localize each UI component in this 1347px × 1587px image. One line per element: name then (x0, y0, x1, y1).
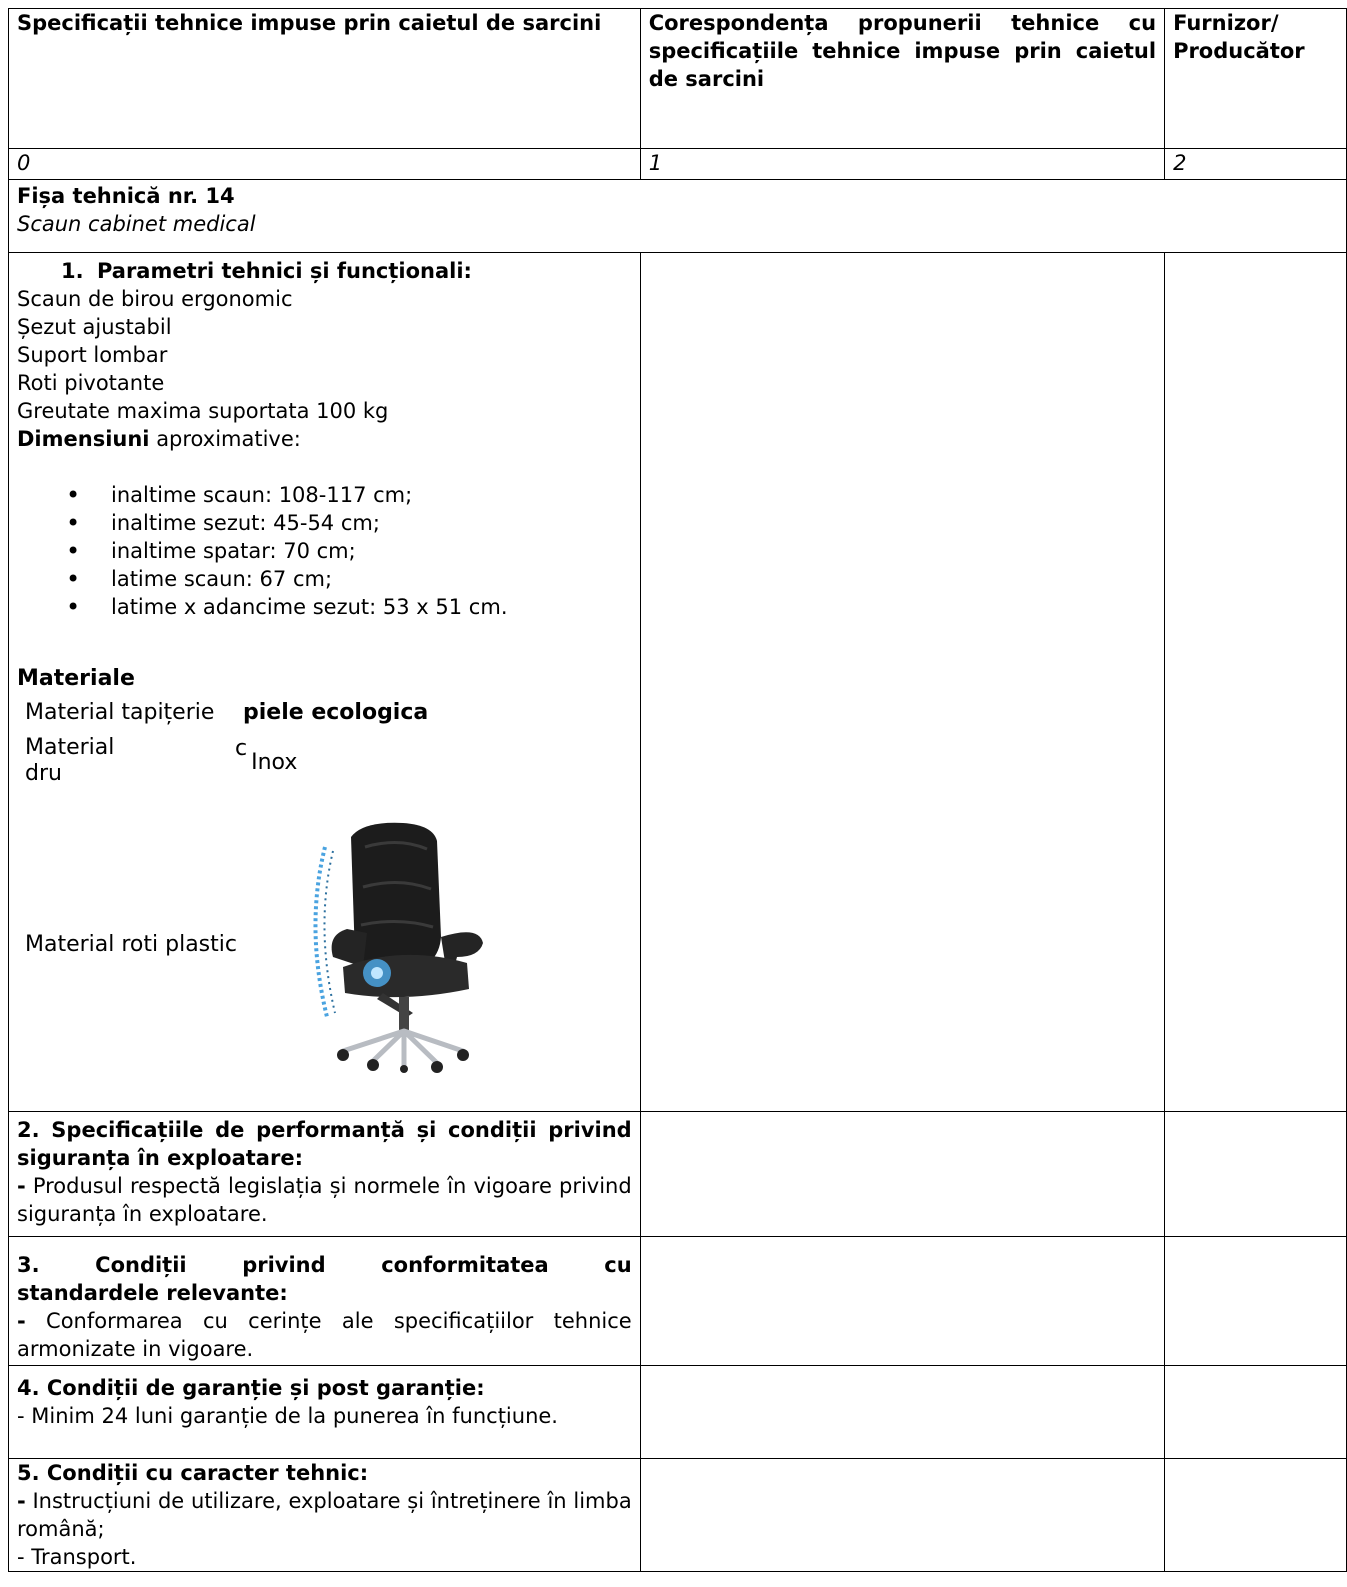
spec-table (8, 8, 1347, 1572)
section3-supplier (1165, 1237, 1347, 1366)
section4-supplier (1165, 1366, 1347, 1459)
sheet-row (9, 180, 1347, 253)
list-item: • inaltime sezut: 45-54 cm; (111, 509, 632, 537)
header-correspondence-cell (640, 9, 1164, 149)
section3-heading-w4: cu (604, 1253, 632, 1277)
material-upholstery (17, 699, 632, 735)
section4-correspondence (640, 1366, 1164, 1459)
index-row (9, 149, 1347, 180)
material-wheels-label: Material roti plastic (25, 932, 237, 957)
section1-heading-text: Parametri tehnici și funcționali: (96, 259, 472, 283)
section5-row (9, 1459, 1347, 1572)
material-upholstery-value: piele ecologica (243, 700, 429, 725)
header-spec: Specificații tehnice impuse prin caietul de sarcini (17, 11, 602, 35)
section3-cell (9, 1237, 641, 1366)
section1-cell (9, 253, 641, 1112)
header-supplier: Furnizor/ (1173, 11, 1279, 35)
material-frame-label-b: dru (25, 761, 62, 786)
section5-supplier (1165, 1459, 1347, 1572)
section2-heading: 2. Specificațiile de performanță și condiții privind siguranța în exploatare: (17, 1118, 632, 1170)
spec-line: Suport lombar (17, 343, 168, 367)
section4-text: - Minim 24 luni garanție de la punerea în funcțiune. (17, 1404, 558, 1428)
section2-cell (9, 1112, 641, 1237)
section5-text2: - Transport. (17, 1545, 137, 1569)
section2-row (9, 1112, 1347, 1237)
section3-row (9, 1237, 1347, 1366)
section2-correspondence (640, 1112, 1164, 1237)
header-producer: Producător (1173, 39, 1305, 63)
materials-heading-text: Materiale (17, 666, 135, 691)
material-wheels (17, 817, 632, 1073)
index-0: 0 (9, 149, 641, 180)
material-frame-value: Inox (251, 750, 298, 775)
section5-text: Instrucțiuni de utilizare, exploatare și întreținere în limba română; (17, 1489, 632, 1541)
spec-line: Șezut ajustabil (17, 315, 172, 339)
list-item: • latime scaun: 67 cm; (111, 565, 632, 593)
section3-heading-line2: standardele relevante: (17, 1281, 288, 1305)
section2-dash: - (17, 1174, 26, 1198)
material-frame-label (25, 735, 243, 787)
material-frame (17, 735, 632, 799)
list-item: • inaltime spatar: 70 cm; (111, 537, 632, 565)
materials-heading (17, 665, 632, 693)
spec-line: Roti pivotante (17, 371, 165, 395)
section4-cell (9, 1366, 641, 1459)
header-row (9, 9, 1347, 149)
section1-supplier (1165, 253, 1347, 1112)
section1-correspondence (640, 253, 1164, 1112)
section1-row (9, 253, 1347, 1112)
section3-heading-w3: conformitatea (381, 1253, 549, 1277)
section3-correspondence (640, 1237, 1164, 1366)
sheet-cell (9, 180, 1347, 253)
section5-dash: - (17, 1489, 26, 1513)
section1-heading-num: 1. (61, 259, 84, 283)
section1-heading (17, 257, 632, 285)
dimensions-line (17, 425, 632, 453)
section5-correspondence (640, 1459, 1164, 1572)
section4-heading: 4. Condiții de garanție și post garanție: (17, 1376, 485, 1400)
dimensions-rest: aproximative: (149, 427, 301, 451)
dimensions-label: Dimensiuni (17, 427, 150, 451)
section5-heading: 5. Condiții cu caracter tehnic: (17, 1461, 369, 1485)
material-frame-label-a: Material (25, 735, 115, 760)
sheet-title: Fișa tehnică nr. 14 (17, 184, 235, 208)
section2-text: Produsul respectă legislația și normele în vigoare privind siguranța în exploatare. (17, 1174, 632, 1226)
section3-text: Conformarea cu cerințe ale specificațiilor tehnice armonizate in vigoare. (17, 1309, 632, 1361)
list-item: • latime x adancime sezut: 53 x 51 cm. (111, 593, 632, 621)
section3-body (17, 1307, 632, 1363)
section3-heading-num: 3. (17, 1253, 40, 1277)
material-upholstery-label: Material tapițerie (25, 700, 215, 725)
index-1: 1 (640, 149, 1164, 180)
material-frame-c: c (235, 736, 248, 761)
section2-supplier (1165, 1112, 1347, 1237)
header-correspondence: Corespondența propunerii tehnice cu specificațiile tehnice impuse prin caietul de sarcini (648, 11, 1157, 91)
list-item: • inaltime scaun: 108-117 cm; (111, 481, 632, 509)
dimensions-list (17, 481, 632, 621)
chair-image (303, 817, 483, 1073)
sheet-subtitle: Scaun cabinet medical (17, 212, 256, 236)
spec-line: Scaun de birou ergonomic (17, 287, 293, 311)
header-supplier-cell (1165, 9, 1347, 149)
index-2: 2 (1165, 149, 1347, 180)
section5-cell (9, 1459, 641, 1572)
section3-heading-w1: Condiții (95, 1253, 187, 1277)
section3-heading (17, 1251, 632, 1279)
section4-row (9, 1366, 1347, 1459)
header-spec-cell (9, 9, 641, 149)
section3-dash: - (17, 1309, 26, 1333)
spec-line: Greutate maxima suportata 100 kg (17, 399, 389, 423)
section3-heading-w2: privind (242, 1253, 326, 1277)
